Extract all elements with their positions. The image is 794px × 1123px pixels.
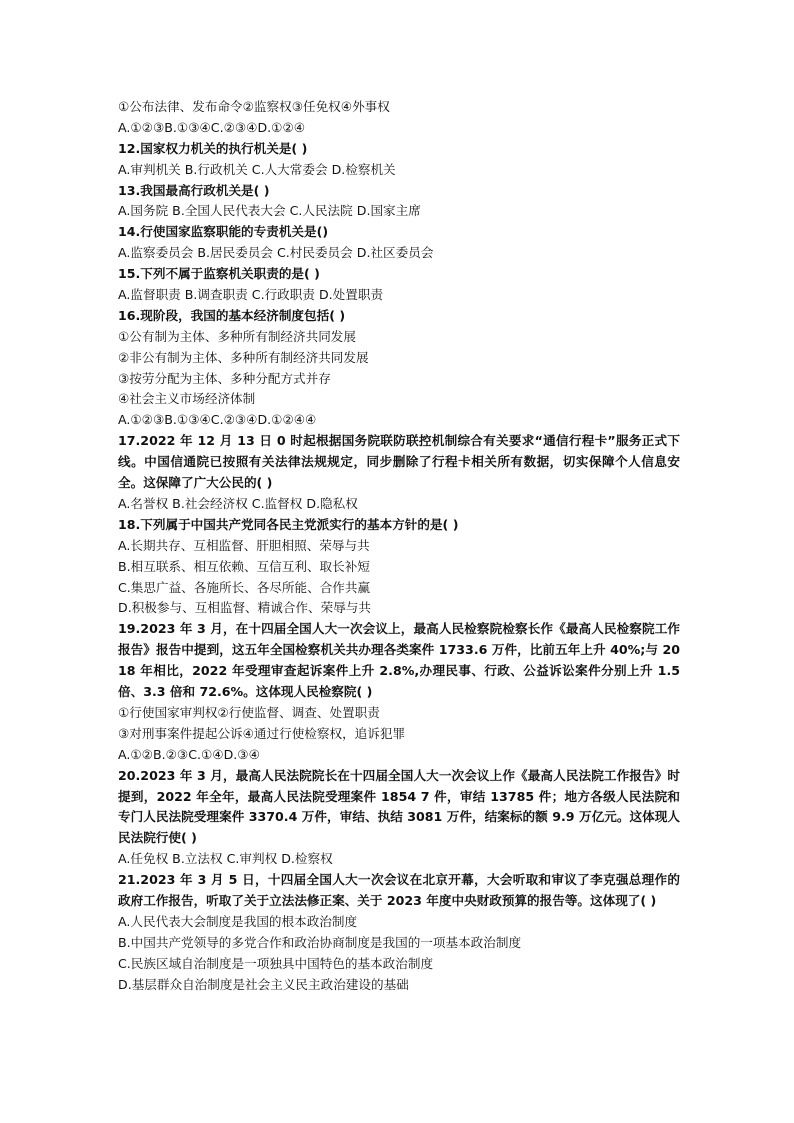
exam-page bbox=[118, 97, 680, 996]
answer-option-c: C.民族区域自治制度是一项独具中国特色的基本政治制度 bbox=[118, 955, 434, 971]
answer-options: A.任免权 B.立法权 C.审判权 D.检察权 bbox=[118, 851, 333, 867]
answer-option-c: C.集思广益、各施所长、各尽所能、合作共赢 bbox=[118, 579, 371, 595]
answer-options: A.①②B.②③C.①④D.③④ bbox=[118, 746, 260, 762]
statement-item: ③对刑事案件提起公诉④通过行使检察权，追诉犯罪 bbox=[118, 725, 406, 741]
answer-option-b: B.相互联系、相互依赖、互信互利、取长补短 bbox=[118, 558, 370, 574]
statement-item: ①公有制为主体、多种所有制经济共同发展 bbox=[118, 328, 356, 344]
statement-item: ③按劳分配为主体、多种分配方式并存 bbox=[118, 370, 331, 386]
answer-option-b: B.中国共产党领导的多党合作和政治协商制度是我国的一项基本政治制度 bbox=[118, 934, 522, 950]
question-18: 18.下列属于中国共产党同各民主党派实行的基本方针的是( ) bbox=[118, 516, 459, 532]
answer-option-a: A.人民代表大会制度是我国的根本政治制度 bbox=[118, 913, 358, 929]
answer-options: A.审判机关 B.行政机关 C.人大常委会 D.检察机关 bbox=[118, 161, 396, 177]
answer-options: A.①②③B.①③④C.②③④D.①②④ bbox=[118, 119, 306, 135]
question-16: 16.现阶段，我国的基本经济制度包括( ) bbox=[118, 307, 346, 323]
question-15: 15.下列不属于监察机关职责的是( ) bbox=[118, 266, 320, 282]
answer-options: A.国务院 B.全国人民代表大会 C.人民法院 D.国家主席 bbox=[118, 203, 421, 219]
answer-options: A.①②③B.①③④C.②③④D.①②④④ bbox=[118, 412, 317, 428]
answer-options: A.监察委员会 B.居民委员会 C.村民委员会 D.社区委员会 bbox=[118, 245, 434, 261]
question-20: 20.2023 年 3 月，最高人民法院院长在十四届全国人大一次会议上作《最高人民法院工作报告》时提到，2022 年全年，最高人民法院受理案件 1854 7 件，审结 13785 件；地方各级人民法院和专门人民法院受理案件 3370.4 万件，审结、执结 3081 万件，结案标的额 9.9 万亿元。这体现人民法院行使( ) bbox=[118, 767, 680, 846]
question-21: 21.2023 年 3 月 5 日，十四届全国人大一次会议在北京开幕，大会听取和审议了李克强总理作的政府工作报告，听取了关于立法法修正案、关于 2023 年度中央财政预算的报告等。这体现了( ) bbox=[118, 872, 680, 909]
question-14: 14.行使国家监察职能的专责机关是() bbox=[118, 224, 329, 240]
statement-item: ①行使国家审判权②行使监督、调查、处置职责 bbox=[118, 704, 380, 720]
answer-options: A.名誉权 B.社会经济权 C.监督权 D.隐私权 bbox=[118, 495, 358, 511]
answer-option-d: D.基层群众自治制度是社会主义民主政治建设的基础 bbox=[118, 976, 409, 992]
question-13: 13.我国最高行政机关是( ) bbox=[118, 182, 270, 198]
answer-option-a: A.长期共存、互相监督、肝胆相照、荣辱与共 bbox=[118, 537, 370, 553]
answer-option-d: D.积极参与、互相监督、精诚合作、荣辱与共 bbox=[118, 600, 371, 616]
question-12: 12.国家权力机关的执行机关是( ) bbox=[118, 140, 308, 156]
statement-item: ②非公有制为主体、多种所有制经济共同发展 bbox=[118, 349, 369, 365]
question-17: 17.2022 年 12 月 13 日 0 时起根据国务院联防联控机制综合有关要求“通信行程卡”服务正式下线。中国信通院已按照有关法律法规规定，同步删除了行程卡相关所有数据，切实保障个人信息安全。这保障了广大公民的( ) bbox=[118, 433, 680, 491]
answer-options: A.监督职责 B.调查职责 C.行政职责 D.处置职责 bbox=[118, 287, 384, 303]
text-line: ①公布法律、发布命令②监察权③任免权④外事权 bbox=[118, 99, 390, 114]
question-19: 19.2023 年 3 月，在十四届全国人大一次会议上，最高人民检察院检察长作《最高人民检察院工作报告》报告中提到，这五年全国检察机关共办理各类案件 1733.6 万件，比前五年上升 40%;与 2018 年相比，2022 年受理审查起诉案件上升 2.8%,办理民事、行政、公益诉讼案件分别上升 1.5 倍、3.3 倍和 72.6%。这体现人民检察院( ) bbox=[118, 621, 680, 700]
statement-item: ④社会主义市场经济体制 bbox=[118, 391, 256, 407]
